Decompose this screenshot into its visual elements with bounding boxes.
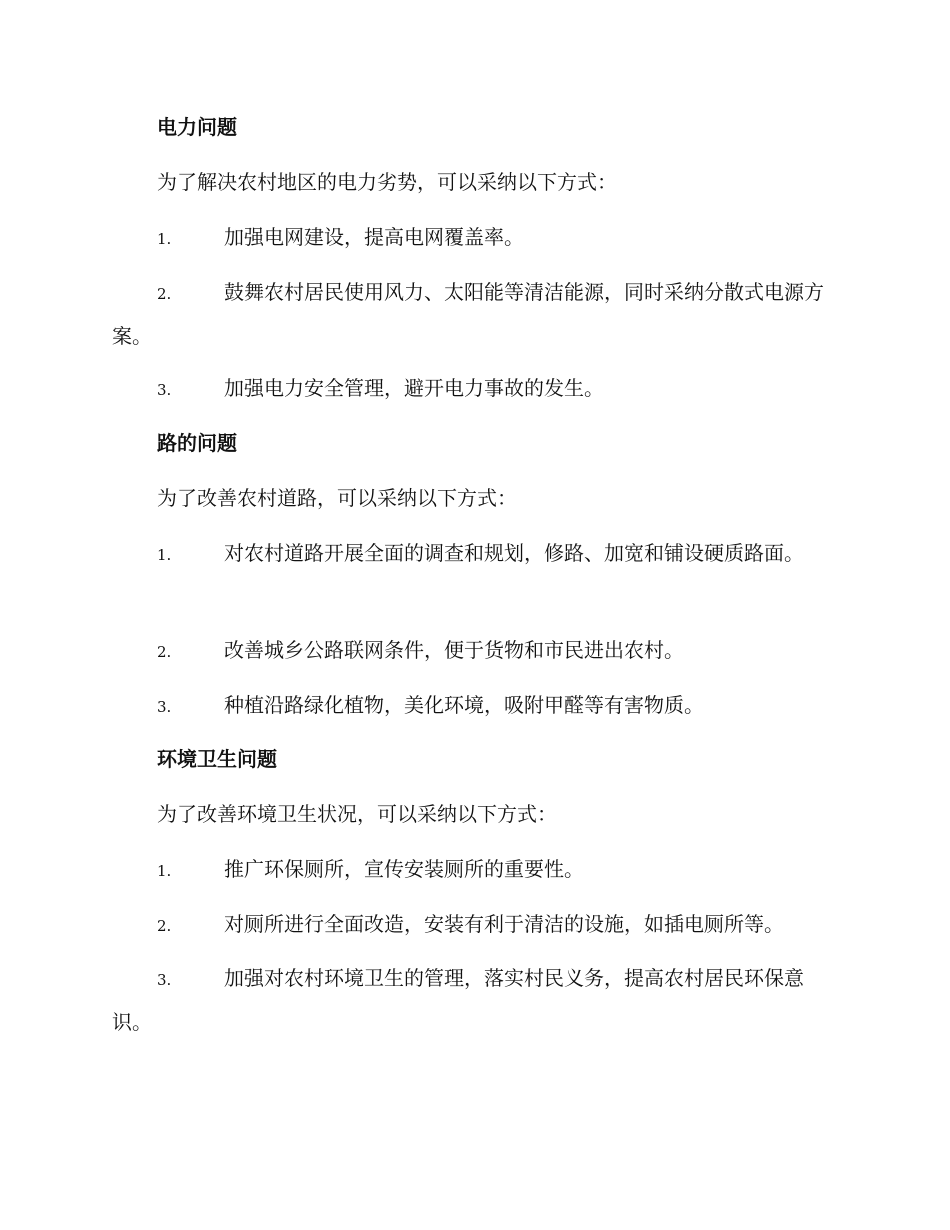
list-item-text: 推广环保厕所，宣传安装厕所的重要性。 [224, 857, 584, 881]
section-intro-sanitation: 为了改善环境卫生状况，可以采纳以下方式： [157, 802, 557, 826]
section-heading-roads: 路的问题 [157, 431, 237, 455]
list-item-text: 改善城乡公路联网条件，便于货物和市民进出农村。 [224, 638, 684, 662]
list-item [112, 957, 834, 1043]
section-heading-power: 电力问题 [157, 115, 237, 139]
list-item [112, 848, 834, 892]
list-item [112, 216, 834, 260]
list-item-number: 2. [157, 917, 172, 935]
list-item-text: 加强电力安全管理，避开电力事故的发生。 [224, 376, 604, 400]
list-item-number: 2. [157, 643, 172, 661]
list-item-number: 2. [157, 285, 172, 303]
list-item-number: 3. [157, 698, 172, 716]
section-intro-power: 为了解决农村地区的电力劣势，可以采纳以下方式： [157, 170, 617, 194]
list-item-number: 1. [157, 230, 172, 248]
list-item-number: 1. [157, 546, 172, 564]
list-item-text: 加强对农村环境卫生的管理，落实村民义务，提高农村居民环保意识。 [112, 966, 804, 1034]
list-item [112, 532, 834, 576]
list-item-text: 对农村道路开展全面的调查和规划，修路、加宽和铺设硬质路面。 [224, 541, 804, 565]
list-item-number: 3. [157, 971, 172, 989]
list-item [112, 903, 834, 947]
list-item-text: 对厕所进行全面改造，安装有利于清洁的设施，如插电厕所等。 [224, 912, 784, 936]
list-item [112, 629, 834, 673]
list-item-text: 鼓舞农村居民使用风力、太阳能等清洁能源，同时采纳分散式电源方案。 [112, 280, 824, 348]
list-item-number: 1. [157, 862, 172, 880]
list-item-text: 种植沿路绿化植物，美化环境，吸附甲醛等有害物质。 [224, 693, 704, 717]
list-item [112, 684, 834, 728]
section-intro-roads: 为了改善农村道路，可以采纳以下方式： [157, 486, 517, 510]
list-item-text: 加强电网建设，提高电网覆盖率。 [224, 225, 524, 249]
list-item-number: 3. [157, 381, 172, 399]
list-item [112, 271, 834, 357]
section-heading-sanitation: 环境卫生问题 [157, 747, 277, 771]
list-item [112, 367, 834, 411]
